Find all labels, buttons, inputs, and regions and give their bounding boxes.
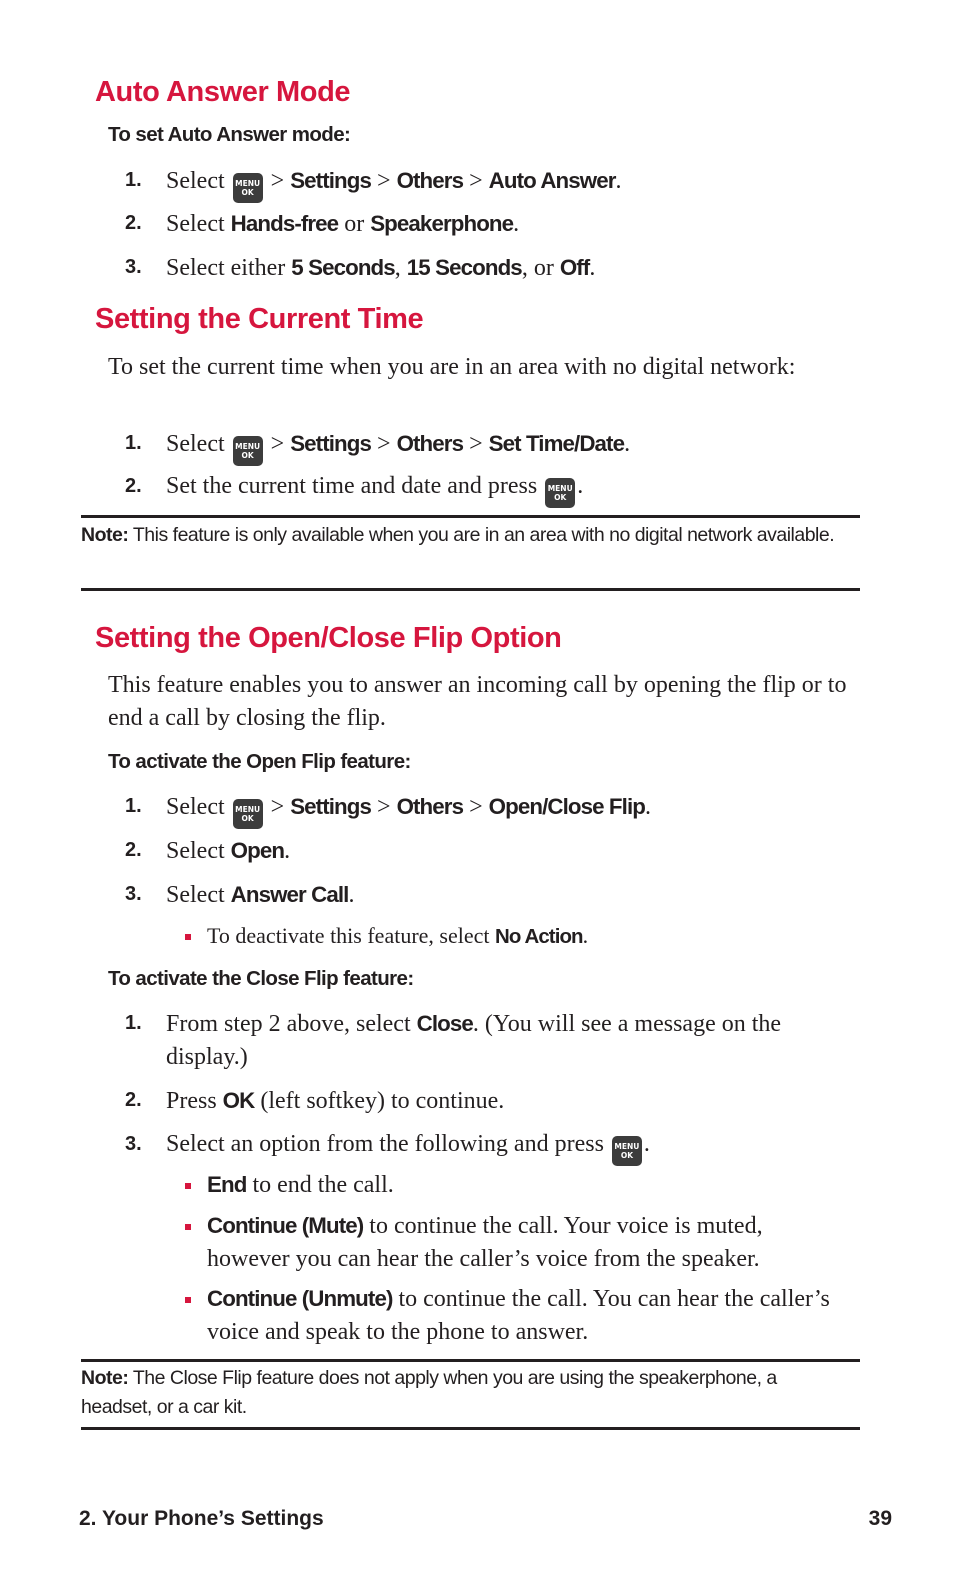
- bullet-square-icon: [185, 1183, 191, 1189]
- note-bottom-rule: [81, 588, 860, 591]
- step-text: Select: [166, 431, 225, 457]
- option-end: End: [207, 1172, 247, 1197]
- bullet-text: To deactivate this feature, select: [207, 923, 495, 948]
- step-number: 3.: [125, 256, 142, 278]
- softkey-ok: OK: [222, 1088, 255, 1113]
- note-top-rule: [81, 1359, 860, 1362]
- note-top-rule: [81, 515, 860, 518]
- option-continue-mute: Continue (Mute): [207, 1213, 364, 1238]
- menu-path-settings: Settings: [290, 431, 372, 456]
- step-text: Select either: [166, 255, 292, 281]
- flip-option-heading: Setting the Open/Close Flip Option: [95, 622, 562, 654]
- menu-path-open-close-flip: Open/Close Flip: [488, 794, 645, 819]
- manual-page: Auto Answer Mode To set Auto Answer mode: 1. Select MENU OK > Settings > Others > Auto Answer. 2. Select Hands-free or Speakerphone. 3. Select either 5 Seconds, 15 Seconds, or Off. Setting the Current Time To set the current time when you are in an area with no digital network: 1. Select MENU OK > Settings > Others > Set Time/Date. 2. Set the current time and date and press MENU OK . Note: This feature is only available when you are in an area with no digital network available. Setting the Open/Close Flip Option This feature enables you to answer an incoming call by opening the flip or to end a call by closing the flip. To activate the Open Flip feature: 1. Select MENU OK > Settings > Others > Open/Close Flip. 2. Select Open. 3. Select Answer Call. To deactivate this feature, select No Action. To activate the Close Flip feature: 1. From step 2 above, select Close. (You will see a message on the display.) 2. Press OK (left softkey) to continue. 3. Select an option from the following and press MENU OK . End to end the call. Continue (Mute) to continue the call. Your voice is muted, however you can hear the caller’s voice from the speaker. Continue (Unmute) to continue the call. You can hear the caller’s voice and speak to the phone to answer. Note: The Close Flip feature does not apply when you are using the speakerphone, a headset, or a car kit. 2. Your Phone’s Settings 39: [79, 76, 892, 1530]
- menu-ok-key-icon: MENU OK: [545, 478, 575, 508]
- note-text: This feature is only available when you are in an area with no digital network available.: [128, 524, 835, 546]
- note-bottom-rule: [81, 1427, 860, 1430]
- option-close: Close: [416, 1011, 473, 1036]
- flip-option-intro: This feature enables you to answer an incoming call by opening the flip or to end a call by closing the flip.: [108, 672, 847, 731]
- step-number: 1.: [125, 169, 142, 191]
- current-time-heading: Setting the Current Time: [95, 303, 424, 335]
- step-number: 2.: [125, 475, 142, 497]
- current-time-note: [81, 521, 841, 550]
- step-number: 1.: [125, 795, 142, 817]
- menu-path-auto-answer: Auto Answer: [488, 168, 616, 193]
- step-text: Select: [166, 838, 231, 864]
- bullet-text: to continue the call. Your voice is muted, however you can hear the caller’s voice from the speaker.: [207, 1213, 763, 1272]
- step-text: Set the current time and date and press: [166, 473, 538, 499]
- step-number: 2.: [125, 1089, 142, 1111]
- menu-ok-key-icon: MENU OK: [612, 1136, 642, 1166]
- menu-ok-key-icon: MENU OK: [233, 799, 263, 829]
- footer-section-title: 2. Your Phone’s Settings: [79, 1507, 324, 1530]
- menu-path-settings: Settings: [290, 794, 372, 819]
- option-answer-call: Answer Call: [230, 882, 349, 907]
- step-number: 2.: [125, 839, 142, 861]
- option-continue-unmute: Continue (Unmute): [207, 1286, 393, 1311]
- step-text: Select: [166, 211, 231, 237]
- option-off: Off: [559, 255, 590, 280]
- menu-ok-key-icon: MENU OK: [233, 173, 263, 203]
- step-number: 1.: [125, 432, 142, 454]
- open-flip-subhead: To activate the Open Flip feature:: [108, 750, 411, 773]
- note-label: Note:: [81, 524, 129, 546]
- bullet-text: to end the call.: [246, 1172, 394, 1198]
- note-label: Note:: [81, 1367, 129, 1389]
- menu-path-set-time-date: Set Time/Date: [488, 431, 625, 456]
- menu-path-others: Others: [396, 168, 464, 193]
- step-number: 1.: [125, 1012, 142, 1034]
- menu-path-others: Others: [396, 794, 464, 819]
- step-text: Select: [166, 882, 231, 908]
- option-5-seconds: 5 Seconds: [291, 255, 395, 280]
- auto-answer-heading: Auto Answer Mode: [95, 76, 351, 108]
- option-no-action: No Action: [495, 925, 583, 948]
- close-flip-subhead: To activate the Close Flip feature:: [108, 967, 414, 990]
- option-hands-free: Hands-free: [230, 211, 339, 236]
- bullet-square-icon: [185, 1297, 191, 1303]
- step-number: 2.: [125, 212, 142, 234]
- bullet-text: to continue the call. You can hear the caller’s voice and speak to the phone to answer.: [207, 1286, 830, 1345]
- note-text: The Close Flip feature does not apply when you are using the speakerphone, a headset, or a car kit.: [81, 1367, 777, 1418]
- footer-page-number: 39: [868, 1507, 892, 1530]
- option-open: Open: [230, 838, 285, 863]
- menu-path-settings: Settings: [290, 168, 372, 193]
- option-speakerphone: Speakerphone: [370, 211, 514, 236]
- menu-path-others: Others: [396, 431, 464, 456]
- auto-answer-subhead: To set Auto Answer mode:: [108, 123, 351, 146]
- menu-ok-key-icon: MENU OK: [233, 436, 263, 466]
- current-time-intro: To set the current time when you are in an area with no digital network:: [108, 354, 796, 380]
- step-number: 3.: [125, 1133, 142, 1155]
- step-text: From step 2 above, select: [166, 1011, 417, 1037]
- step-text: Select: [166, 168, 225, 194]
- step-text: Press: [166, 1088, 223, 1114]
- step-number: 3.: [125, 883, 142, 905]
- bullet-square-icon: [185, 934, 191, 940]
- step-text: Select: [166, 794, 225, 820]
- bullet-square-icon: [185, 1224, 191, 1230]
- flip-option-note: [81, 1364, 841, 1422]
- step-text: Select an option from the following and press: [166, 1131, 604, 1157]
- option-15-seconds: 15 Seconds: [406, 255, 522, 280]
